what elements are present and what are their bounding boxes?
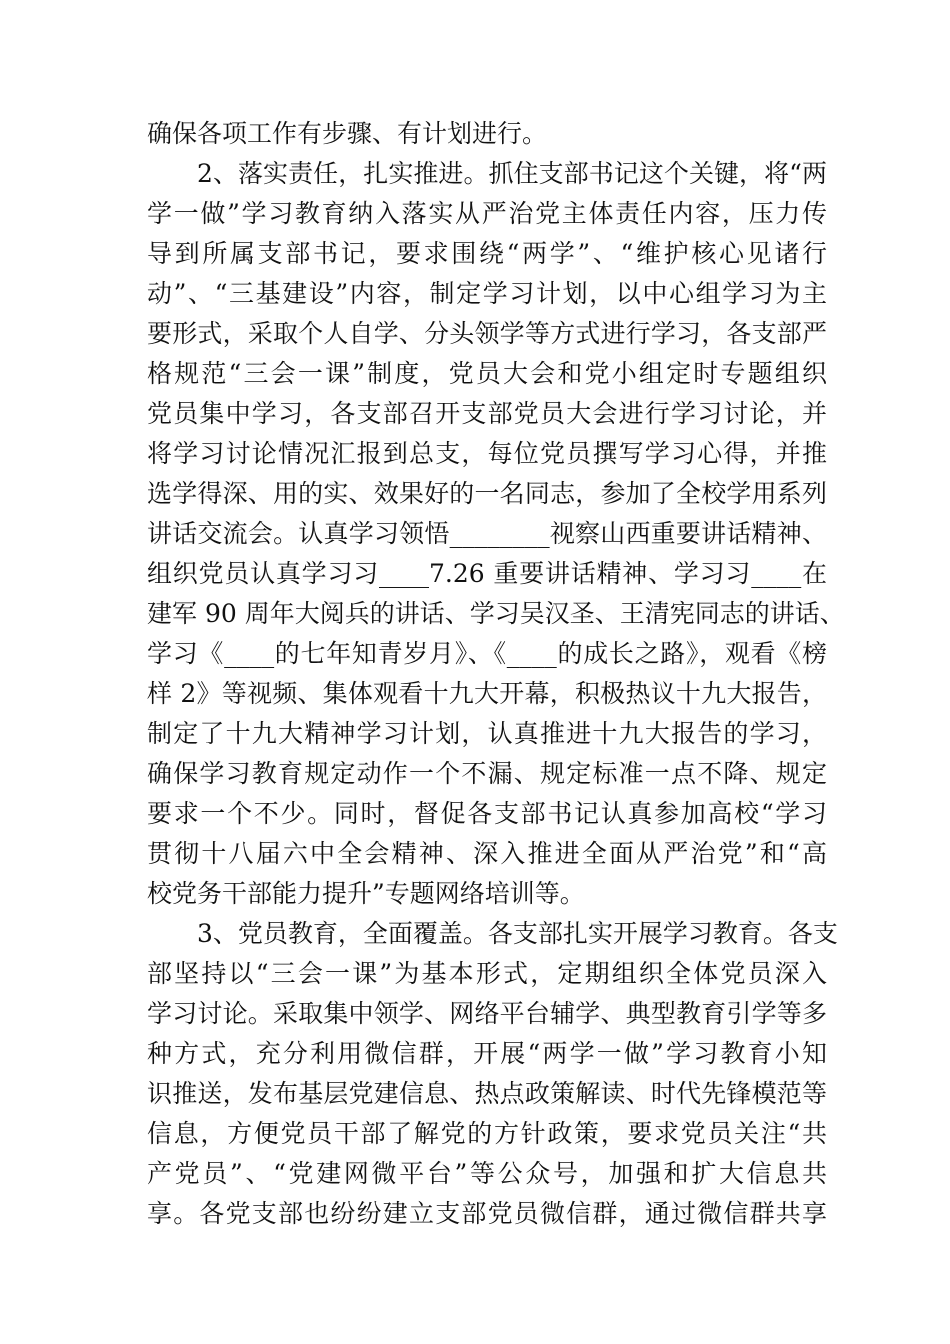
- text-line: 确保各项工作有步骤、有计划进行。: [147, 119, 548, 148]
- text-line: 格规范“三会一课”制度，党员大会和党小组定时专题组织: [147, 359, 827, 388]
- text-line: 种方式，充分利用微信群，开展“两学一做”学习教育小知: [147, 1039, 827, 1068]
- text-line: 学习《____的七年知青岁月》、《____的成长之路》，观看《榜: [147, 639, 827, 668]
- text-line: 部坚持以“三会一课”为基本形式，定期组织全体党员深入: [147, 959, 827, 988]
- text-line: 导到所属支部书记，要求围绕“两学”、“维护核心见诸行: [147, 239, 827, 268]
- text-line: 将学习讨论情况汇报到总支，每位党员撰写学习心得，并推: [147, 439, 827, 468]
- text-line: 要求一个不少。同时，督促各支部书记认真参加高校“学习: [147, 799, 827, 828]
- paragraph-2-first-line: 2、落实责任，扎实推进。抓住支部书记这个关键，将“两: [197, 159, 827, 188]
- text-line: 样 2》等视频、集体观看十九大开幕，积极热议十九大报告，: [147, 679, 827, 708]
- text-line: 制定了十九大精神学习计划，认真推进十九大报告的学习，: [147, 719, 827, 748]
- text-line: 确保学习教育规定动作一个不漏、规定标准一点不降、规定: [147, 759, 827, 788]
- text-line: 识推送，发布基层党建信息、热点政策解读、时代先锋模范等: [147, 1079, 827, 1108]
- text-line: 选学得深、用的实、效果好的一名同志，参加了全校学用系列: [147, 479, 827, 508]
- text-line: 信息，方便党员干部了解党的方针政策，要求党员关注“共: [147, 1119, 827, 1148]
- text-line: 建军 90 周年大阅兵的讲话、学习吴汉圣、王清宪同志的讲话、: [147, 599, 845, 628]
- body-text: [147, 114, 845, 1234]
- text-line: 享。各党支部也纷纷建立支部党员微信群，通过微信群共享: [147, 1199, 827, 1228]
- paragraph-3-first-line: 3、党员教育，全面覆盖。各支部扎实开展学习教育。各支: [197, 919, 838, 948]
- text-line: 动”、“三基建设”内容，制定学习计划，以中心组学习为主: [147, 279, 827, 308]
- text-line: 贯彻十八届六中全会精神、深入推进全面从严治党”和“高: [147, 839, 827, 868]
- text-line: 讲话交流会。认真学习领悟________视察山西重要讲话精神、: [147, 519, 827, 548]
- text-line: 要形式，采取个人自学、分头领学等方式进行学习，各支部严: [147, 319, 827, 348]
- text-line: 学一做”学习教育纳入落实从严治党主体责任内容，压力传: [147, 199, 827, 228]
- text-line: 组织党员认真学习习____7.26 重要讲话精神、学习习____在: [147, 559, 827, 588]
- text-line: 党员集中学习，各支部召开支部党员大会进行学习讨论，并: [147, 399, 827, 428]
- text-line: 产党员”、“党建网微平台”等公众号，加强和扩大信息共: [147, 1159, 827, 1188]
- text-line: 校党务干部能力提升”专题网络培训等。: [147, 879, 585, 908]
- text-line: 学习讨论。采取集中领学、网络平台辅学、典型教育引学等多: [147, 999, 827, 1028]
